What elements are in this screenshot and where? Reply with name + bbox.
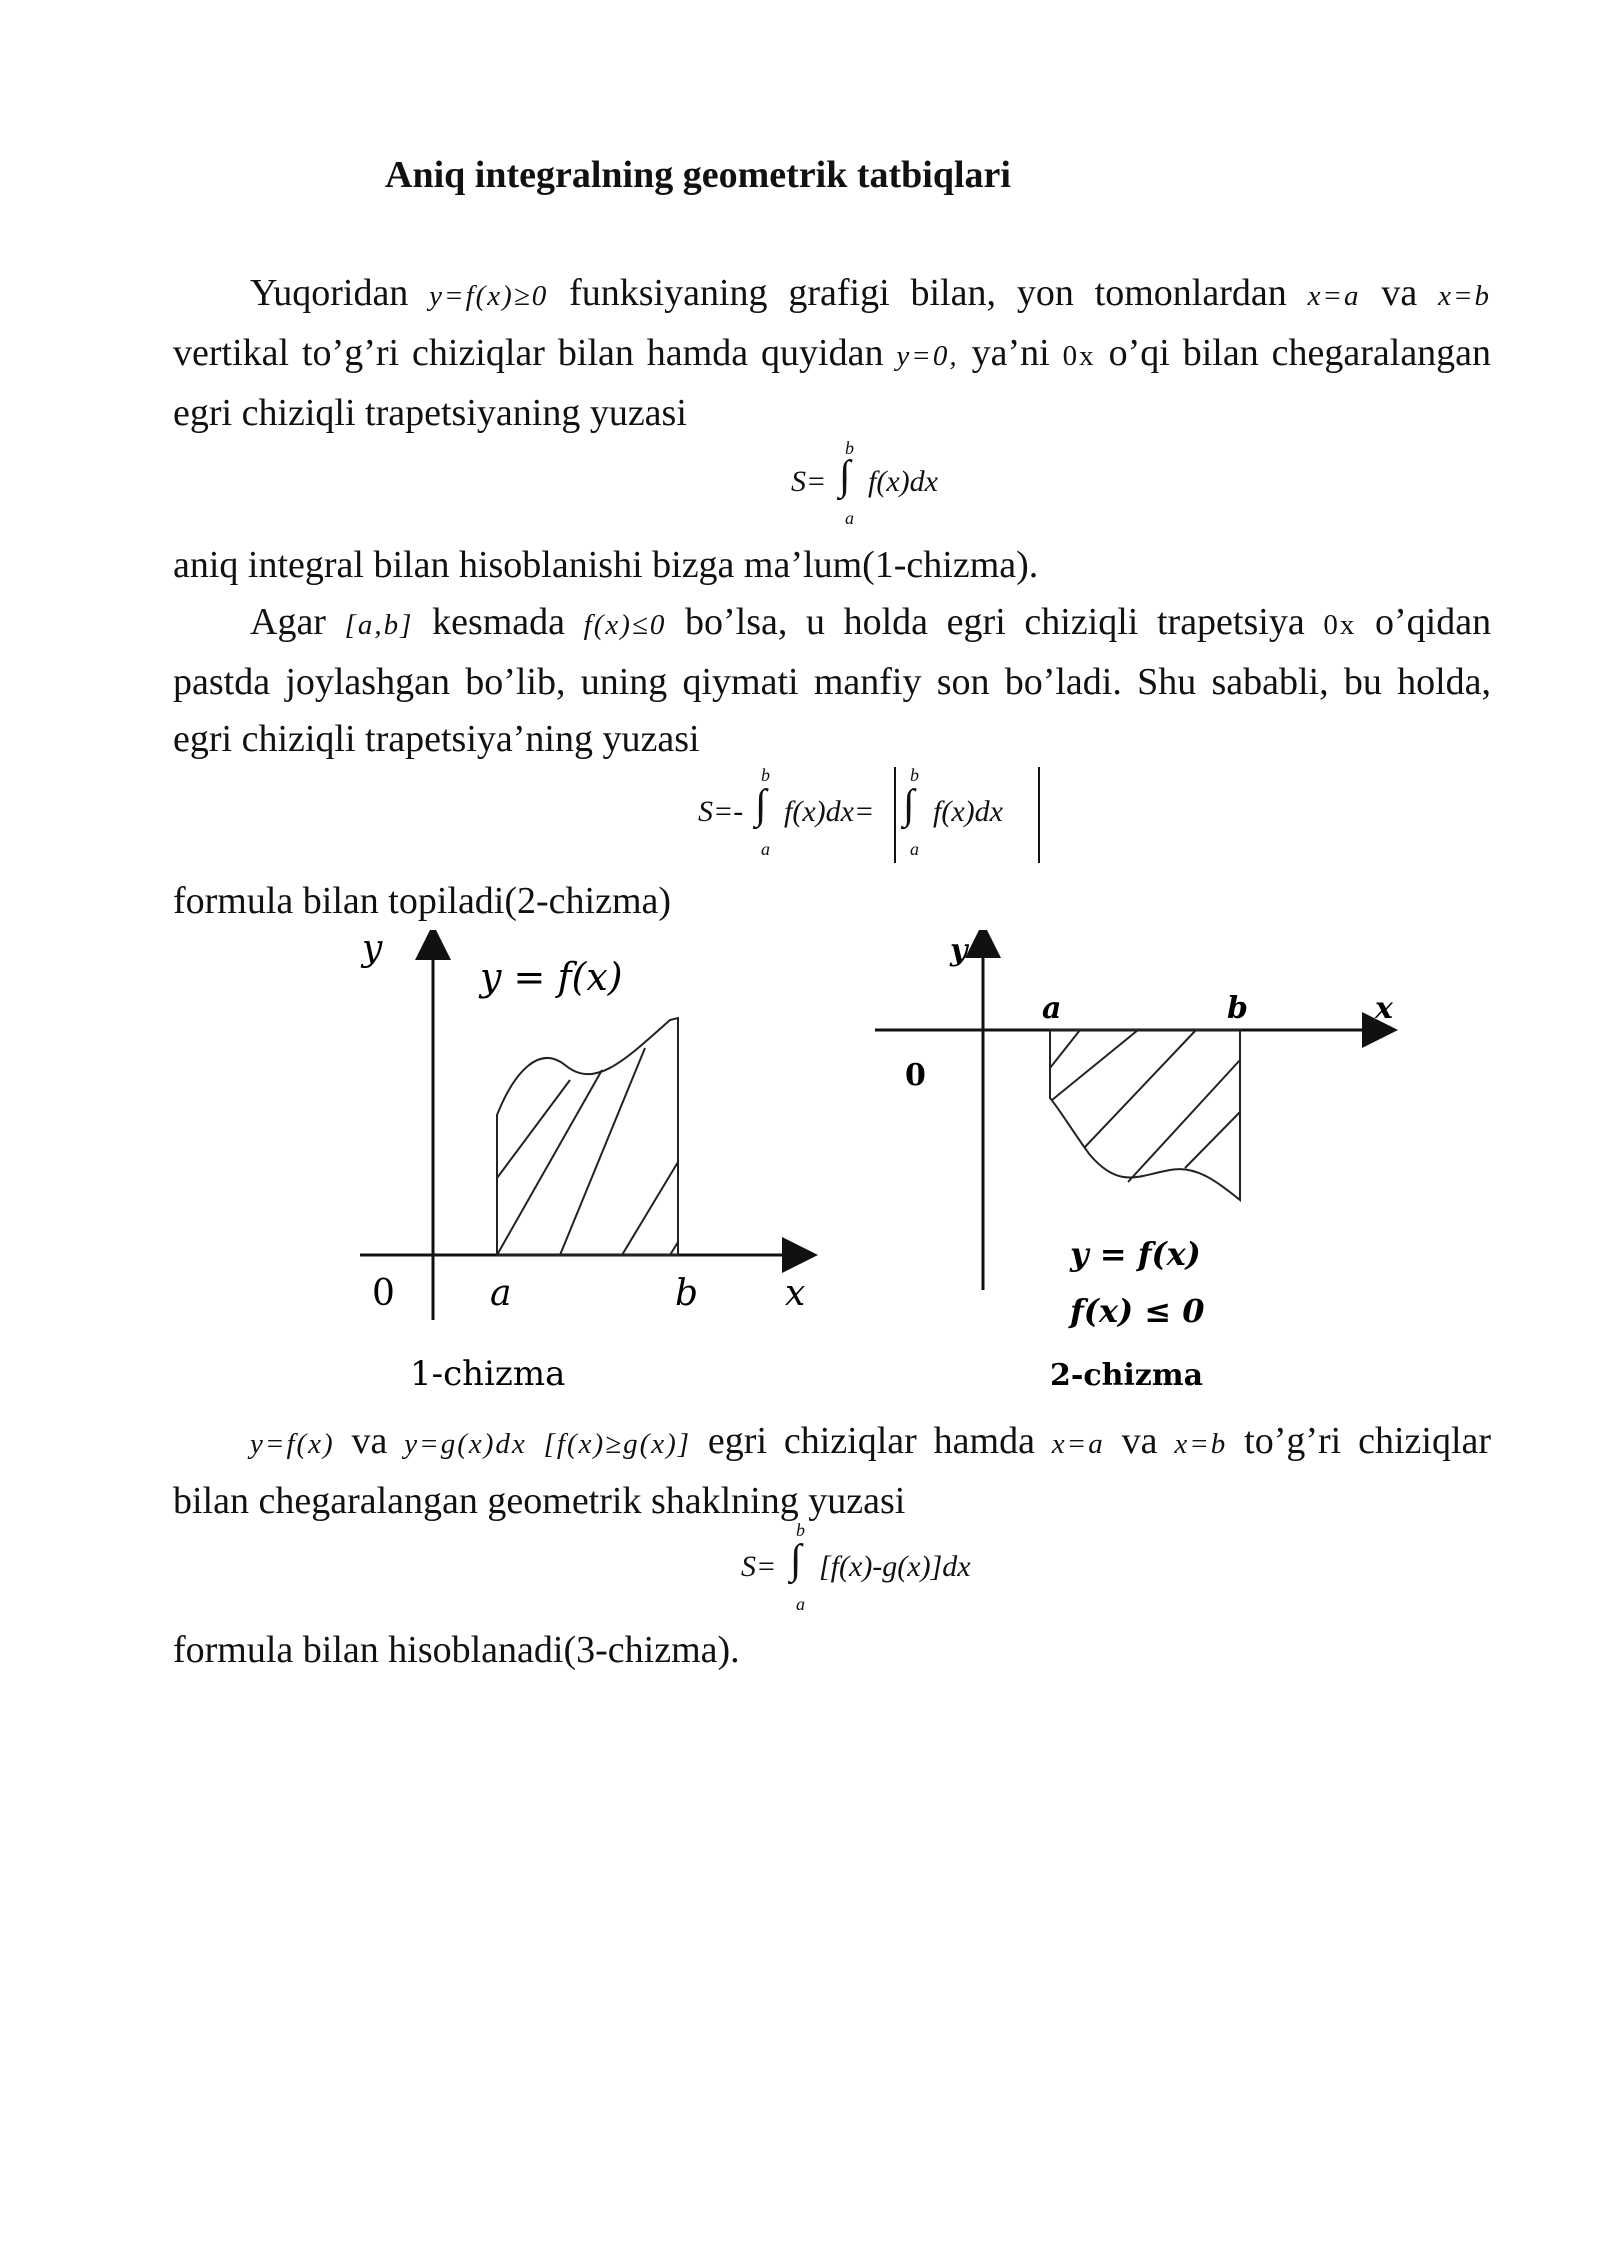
text: egri chiziqlar hamda (707, 1420, 1035, 1462)
integral-upper-limit: b (910, 765, 919, 785)
abs-bar-right (1038, 767, 1040, 863)
y-axis-label: y (950, 933, 968, 968)
math-inline: [a,b] (344, 609, 414, 641)
x-axis-label: x (1375, 991, 1393, 1026)
hatch-lines (1050, 1030, 1240, 1182)
text: Agar (250, 601, 326, 643)
integral-upper-limit: b (796, 1520, 805, 1540)
integral-upper-limit: b (845, 438, 854, 458)
figure-2-caption: 2-chizma (1050, 1358, 1204, 1393)
formula-integral-1 (791, 438, 991, 528)
integral-lower-limit: a (796, 1594, 805, 1614)
formula-lhs: S= (791, 465, 827, 498)
a-label: a (1042, 991, 1062, 1026)
text: va (351, 1420, 388, 1462)
math-inline: y=f(x)≥0 (429, 280, 549, 312)
hatch-lines (497, 1048, 678, 1255)
integral-lower-limit: a (761, 839, 770, 859)
a-label: a (490, 1273, 512, 1314)
text: bo’lsa, u holda egri chiziqli trapetsiya (684, 601, 1305, 643)
integral-sign: ∫ (839, 453, 851, 499)
figure-2 (870, 930, 1430, 1400)
b-label: b (1227, 991, 1248, 1026)
integrand: f(x)dx= (784, 795, 875, 828)
origin-label: 0 (905, 1058, 926, 1093)
text: kesmada (432, 601, 566, 643)
math-inline: x=b (1438, 280, 1492, 312)
b-label: b (675, 1273, 699, 1314)
math-inline: y=0, (896, 340, 959, 372)
formula-integral-3 (741, 1520, 1061, 1620)
paragraph-5 (173, 1413, 1491, 1530)
integral-sign: ∫ (903, 782, 915, 828)
integral-sign: ∫ (755, 782, 767, 828)
figure-1 (340, 930, 840, 1410)
region-outline (1050, 1030, 1240, 1200)
integral-upper-limit: b (761, 765, 770, 785)
math-inline: f(x)≤0 (583, 609, 667, 641)
text: o’qidan pastda joylashgan bo’lib, uning qiymati manfiy son bo’ladi. Shu sababli, bu holda, egri chiziqli trapetsiya’ning yuzasi (173, 601, 1492, 760)
text: vertikal to’g’ri chiziqlar bilan hamda quyidan (173, 332, 884, 374)
text: Yuqoridan (250, 272, 409, 314)
function-label: y = f(x) (480, 955, 623, 999)
abs-bar-left (894, 767, 896, 863)
integrand: f(x)dx (868, 465, 938, 498)
formula-lhs: S=- (698, 795, 744, 828)
paragraph-4: formula bilan topiladi(2-chizma) (173, 880, 672, 922)
text: to’g’ri chiziqlar bilan chegaralangan geometrik shaklning yuzasi (173, 1420, 1492, 1522)
math-inline: x=a (1051, 1428, 1105, 1460)
math-inline: [f(x)≥g(x)] (543, 1428, 692, 1460)
text: funksiyaning grafigi bilan, yon tomonlardan (569, 272, 1287, 314)
integrand: f(x)dx (933, 795, 1003, 828)
math-inline: 0x (1062, 340, 1096, 372)
y-axis-label: y (362, 930, 383, 969)
text: va (1381, 272, 1418, 314)
figure-1-caption: 1-chizma (410, 1354, 566, 1394)
text: va (1121, 1420, 1158, 1462)
integrand: [f(x)-g(x)]dx (819, 1550, 971, 1583)
region-outline (497, 1018, 678, 1255)
text: ya’ni (971, 332, 1050, 374)
paragraph-3 (173, 594, 1491, 768)
page-title: Aniq integralning geometrik tatbiqlari (385, 154, 1011, 196)
formula-integral-2 (698, 765, 1238, 875)
math-inline: y=f(x) (250, 1428, 335, 1460)
integral-sign: ∫ (790, 1537, 802, 1583)
origin-label: 0 (372, 1273, 395, 1314)
math-inline: x=a (1307, 280, 1361, 312)
formula-lhs: S= (741, 1550, 777, 1583)
integral-lower-limit: a (910, 839, 919, 859)
integral-lower-limit: a (845, 508, 854, 528)
paragraph-6: formula bilan hisoblanadi(3-chizma). (173, 1629, 740, 1671)
function-label: y = f(x) (1070, 1235, 1201, 1273)
math-inline: x=b (1174, 1428, 1228, 1460)
condition-label: f(x) ≤ 0 (1070, 1292, 1205, 1330)
paragraph-2: aniq integral bilan hisoblanishi bizga ma’lum(1-chizma). (173, 544, 1039, 586)
text: o’qi bilan chegaralangan egri chiziqli trapetsiyaning yuzasi (173, 332, 1492, 434)
x-axis-label: x (785, 1273, 806, 1314)
paragraph-1 (173, 265, 1491, 442)
math-inline: y=g(x)dx (404, 1428, 527, 1460)
math-inline: 0x (1323, 609, 1357, 641)
